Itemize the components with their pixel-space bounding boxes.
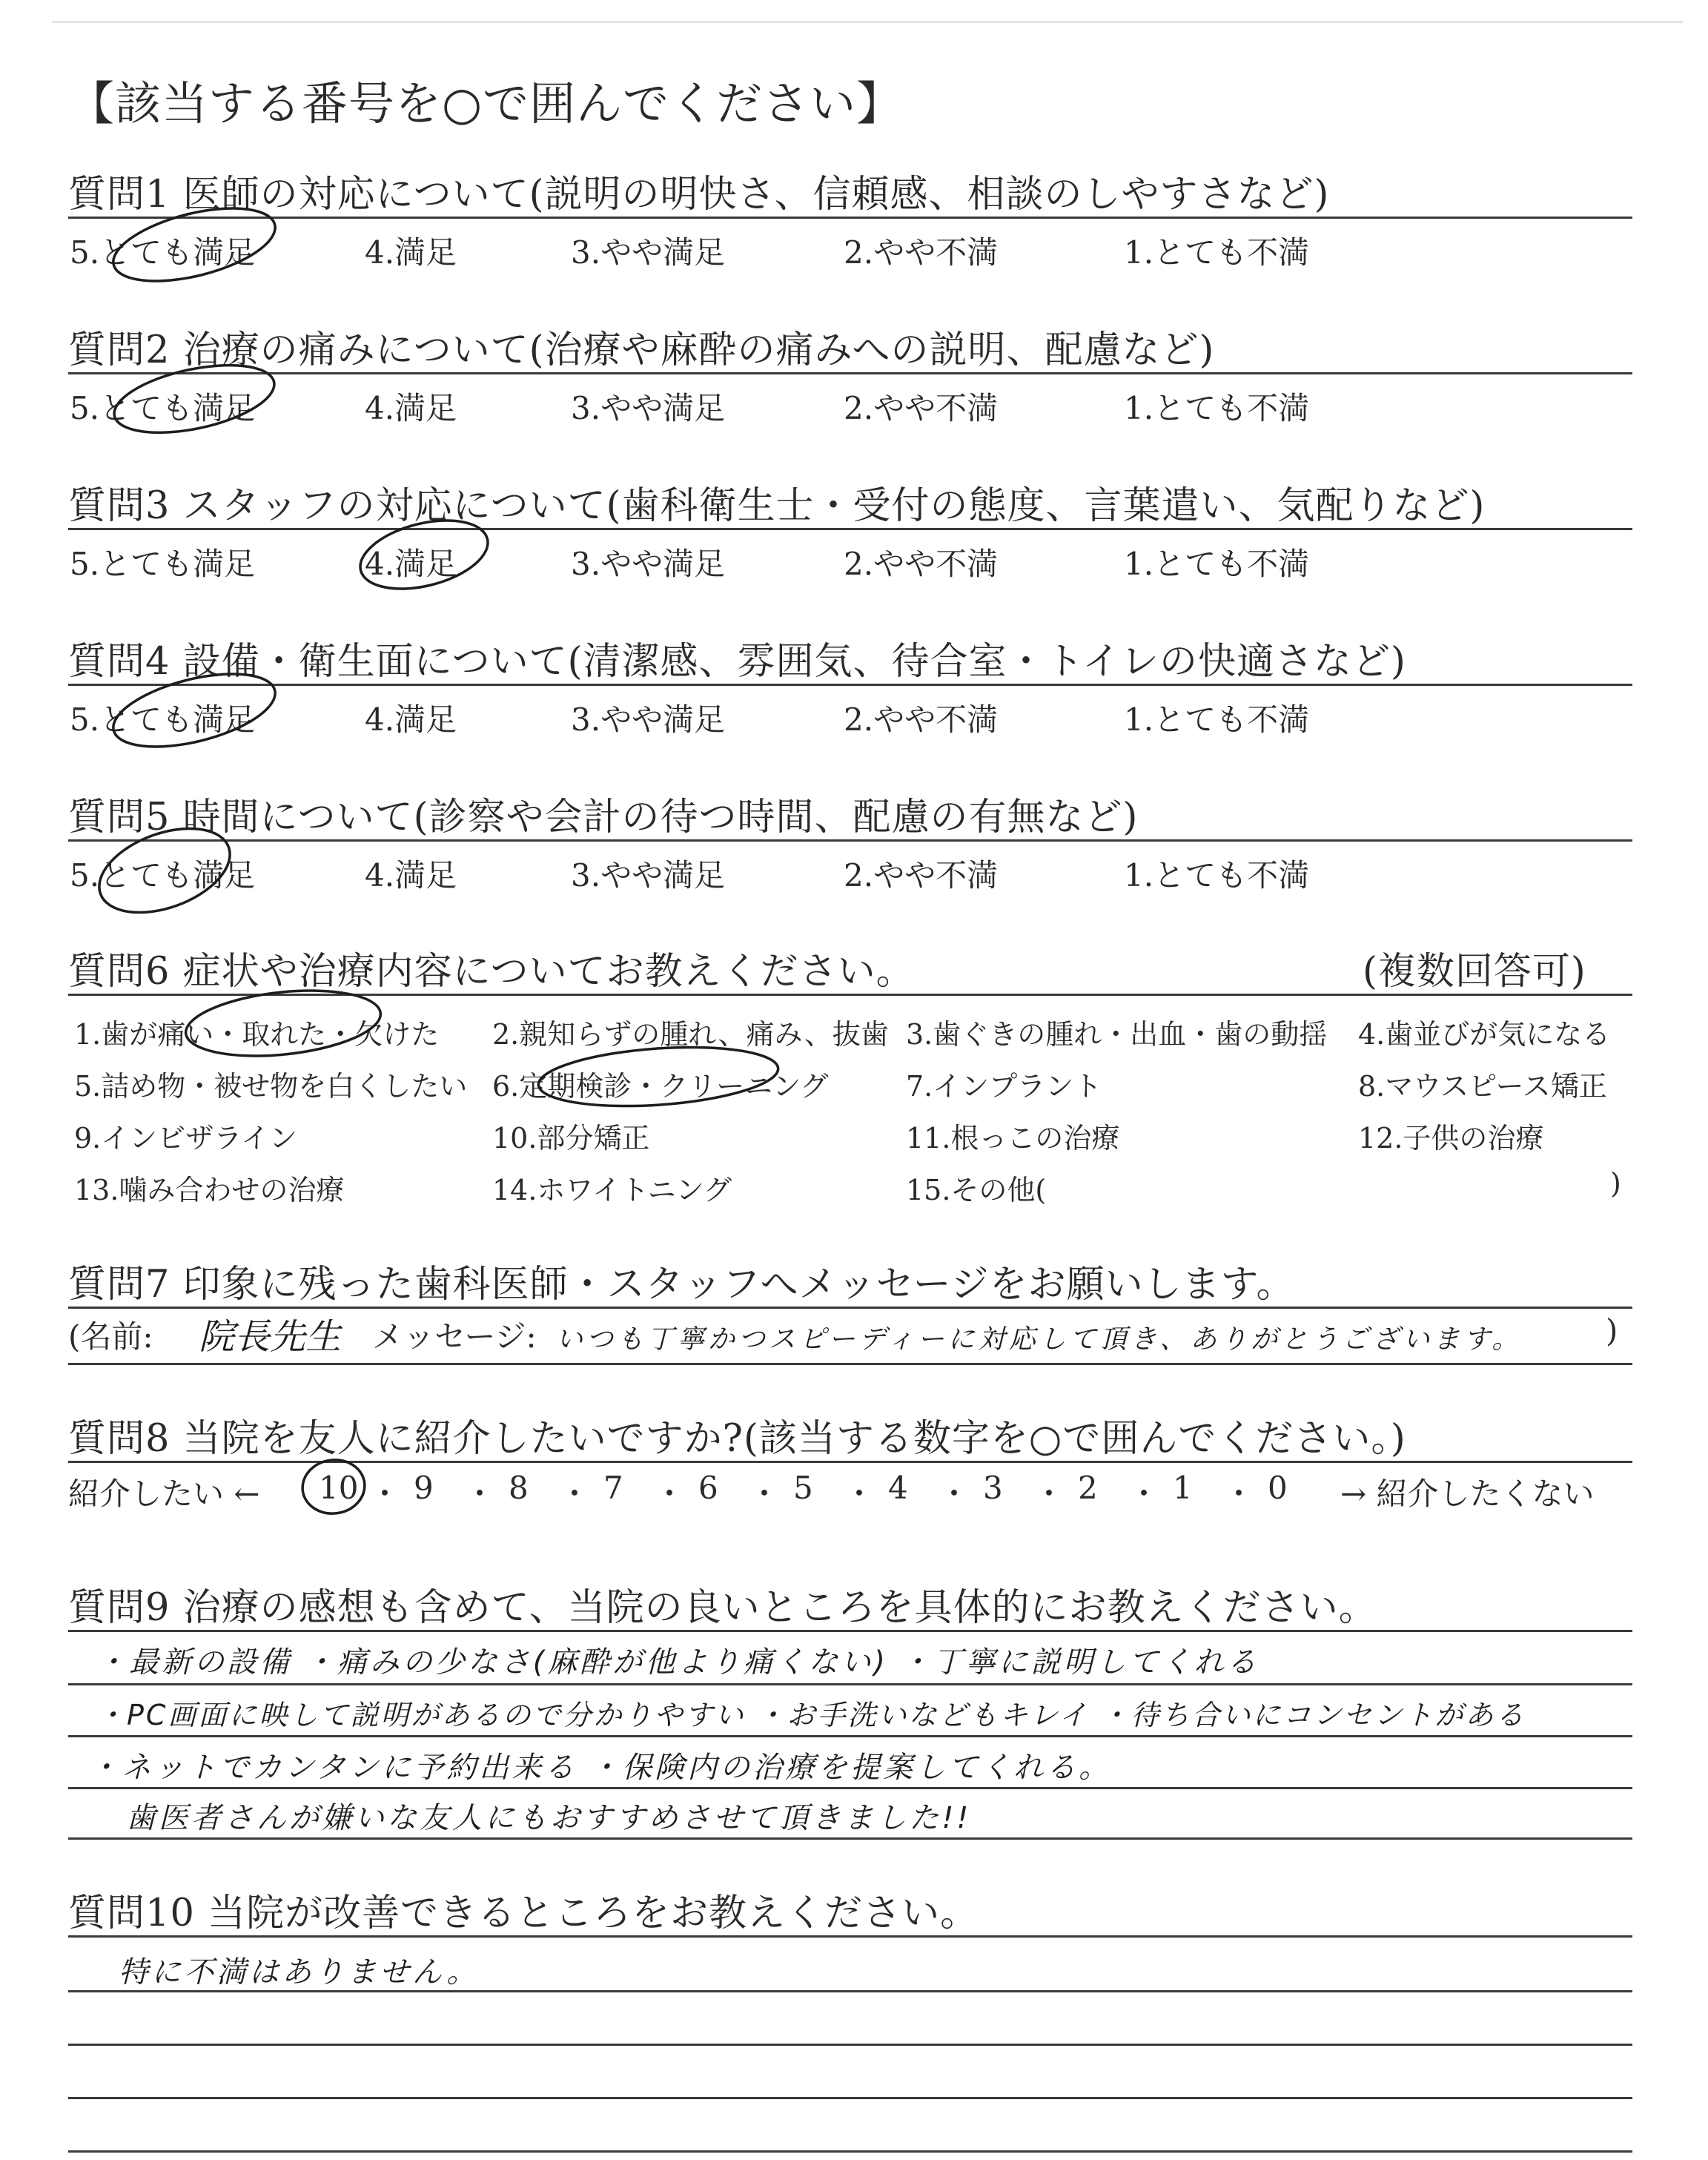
q5-option-5[interactable]: 5.とても満足 xyxy=(70,857,256,894)
q9-line-rule-1 xyxy=(68,1683,1632,1685)
question-10-text: 質問10 当院が改善できるところをお教えください。 xyxy=(68,1892,979,1935)
q10-line-rule-3 xyxy=(68,2097,1632,2099)
q9-answer-line-1[interactable]: ・最新の設備 ・痛みの少なさ(麻酔が他より痛くない) ・丁寧に説明してくれる xyxy=(96,1645,1260,1680)
q8-scale-separator: ・ xyxy=(844,1476,875,1512)
q4-option-4[interactable]: 4.満足 xyxy=(365,701,457,738)
question-3-text: 質問3 スタッフの対応について(歯科衛生士・受付の態度、言葉遣い、気配りなど) xyxy=(68,484,1486,528)
q1-option-1[interactable]: 1.とても不満 xyxy=(1124,234,1310,271)
q4-option-3[interactable]: 3.やや満足 xyxy=(571,701,726,738)
q9-line-rule-2 xyxy=(68,1735,1632,1737)
q8-right-label: → 紹介したくない xyxy=(1340,1476,1595,1512)
q10-line-rule-4 xyxy=(68,2150,1632,2153)
q8-scale-separator: ・ xyxy=(939,1476,970,1512)
top-edge-line xyxy=(52,21,1683,23)
q6-item-5[interactable]: 5.詰め物・被せ物を白くしたい xyxy=(74,1070,468,1103)
q7-name-value[interactable]: 院長先生 xyxy=(199,1316,342,1358)
q6-item-2[interactable]: 2.親知らずの腫れ、痛み、抜歯 xyxy=(492,1018,889,1051)
q2-option-5[interactable]: 5.とても満足 xyxy=(70,390,256,426)
q1-option-4[interactable]: 4.満足 xyxy=(365,234,457,271)
q9-answer-line-4[interactable]: 歯医者さんが嫌いな友人にもおすすめさせて頂きました!! xyxy=(126,1801,972,1835)
q6-item-11[interactable]: 11.根っこの治療 xyxy=(906,1122,1120,1155)
q8-scale-1[interactable]: 1 xyxy=(1173,1470,1193,1506)
q6-item-6[interactable]: 6.定期検診・クリーニング xyxy=(492,1070,829,1103)
q6-item-9[interactable]: 9.インビザライン xyxy=(74,1122,298,1155)
q8-scale-10[interactable]: 10 xyxy=(319,1470,359,1506)
q6-item-8[interactable]: 8.マウスピース矯正 xyxy=(1358,1070,1607,1103)
q8-scale-separator: ・ xyxy=(654,1476,686,1512)
q6-item-15[interactable]: 15.その他( xyxy=(906,1174,1047,1206)
question-10-rule xyxy=(68,1935,1632,1938)
q5-option-2[interactable]: 2.やや不満 xyxy=(844,857,999,894)
q7-close-paren: ) xyxy=(1606,1312,1618,1349)
page-title: 【該当する番号を○で囲んでください】 xyxy=(68,76,904,131)
q8-scale-separator: ・ xyxy=(1033,1476,1065,1512)
q8-scale-separator: ・ xyxy=(559,1476,591,1512)
q8-scale-9[interactable]: 9 xyxy=(414,1470,434,1506)
question-5-text: 質問5 時間について(診察や会計の待つ時間、配慮の有無など) xyxy=(68,796,1139,839)
q6-item-13[interactable]: 13.噛み合わせの治療 xyxy=(74,1174,345,1206)
q10-line-rule-1 xyxy=(68,1990,1632,1992)
q3-option-5[interactable]: 5.とても満足 xyxy=(70,546,256,582)
q10-answer-line-1[interactable]: 特に不満はありません。 xyxy=(119,1955,480,1989)
q2-option-4[interactable]: 4.満足 xyxy=(365,390,457,426)
q6-item-7[interactable]: 7.インプラント xyxy=(906,1070,1102,1103)
q8-scale-3[interactable]: 3 xyxy=(983,1470,1003,1506)
question-7-answer-rule xyxy=(68,1363,1632,1365)
q6-item-14[interactable]: 14.ホワイトニング xyxy=(492,1174,732,1206)
q8-scale-4[interactable]: 4 xyxy=(888,1470,908,1506)
q6-item-1[interactable]: 1.歯が痛い・取れた・欠けた xyxy=(74,1018,440,1051)
question-1-text: 質問1 医師の対応について(説明の明快さ、信頼感、相談のしやすさなど) xyxy=(68,173,1330,217)
q4-option-5[interactable]: 5.とても満足 xyxy=(70,701,256,738)
q5-option-3[interactable]: 3.やや満足 xyxy=(571,857,726,894)
q7-message-label: メッセージ: xyxy=(372,1318,537,1355)
q8-scale-separator: ・ xyxy=(749,1476,781,1512)
q9-line-rule-4 xyxy=(68,1837,1632,1840)
q6-item-15-close: ) xyxy=(1610,1167,1621,1200)
question-2-rule xyxy=(68,372,1632,374)
q6-item-4[interactable]: 4.歯並びが気になる xyxy=(1358,1018,1611,1051)
q7-name-label: (名前: xyxy=(68,1318,153,1355)
q2-option-3[interactable]: 3.やや満足 xyxy=(571,390,726,426)
q1-option-3[interactable]: 3.やや満足 xyxy=(571,234,726,271)
question-9-text: 質問9 治療の感想も含めて、当院の良いところを具体的にお教えください。 xyxy=(68,1586,1377,1630)
q8-scale-separator: ・ xyxy=(464,1476,496,1512)
question-2-text: 質問2 治療の痛みについて(治療や麻酔の痛みへの説明、配慮など) xyxy=(68,328,1215,372)
q8-left-label: 紹介したい ← xyxy=(68,1476,260,1512)
question-4-rule xyxy=(68,684,1632,686)
q10-line-rule-2 xyxy=(68,2044,1632,2046)
question-6-note: (複数回答可) xyxy=(1363,950,1586,994)
q8-scale-6[interactable]: 6 xyxy=(698,1470,718,1506)
q8-scale-separator: ・ xyxy=(1128,1476,1160,1512)
q4-option-2[interactable]: 2.やや不満 xyxy=(844,701,999,738)
q3-option-1[interactable]: 1.とても不満 xyxy=(1124,546,1310,582)
q8-scale-7[interactable]: 7 xyxy=(603,1470,623,1506)
q7-message-value[interactable]: いつも丁寧かつスピーディーに対応して頂き、ありがとうございます。 xyxy=(556,1324,1523,1355)
q8-scale-0[interactable]: 0 xyxy=(1268,1470,1288,1506)
q8-scale-5[interactable]: 5 xyxy=(793,1470,813,1506)
q5-option-4[interactable]: 4.満足 xyxy=(365,857,457,894)
question-4-text: 質問4 設備・衛生面について(清潔感、雰囲気、待合室・トイレの快適さなど) xyxy=(68,640,1406,684)
q9-line-rule-3 xyxy=(68,1787,1632,1789)
question-9-rule xyxy=(68,1630,1632,1632)
question-1-rule xyxy=(68,217,1632,219)
question-5-rule xyxy=(68,839,1632,842)
question-3-rule xyxy=(68,528,1632,530)
q8-scale-2[interactable]: 2 xyxy=(1078,1470,1098,1506)
question-6-rule xyxy=(68,994,1632,996)
q6-item-12[interactable]: 12.子供の治療 xyxy=(1358,1122,1544,1155)
q2-option-2[interactable]: 2.やや不満 xyxy=(844,390,999,426)
q8-scale-separator: ・ xyxy=(369,1476,401,1512)
q1-option-5[interactable]: 5.とても満足 xyxy=(70,234,256,271)
q2-option-1[interactable]: 1.とても不満 xyxy=(1124,390,1310,426)
q9-answer-line-2[interactable]: ・PC画面に映して説明があるので分かりやすい ・お手洗いなどもキレイ ・待ち合いにコンセントがある xyxy=(96,1699,1526,1731)
question-7-text: 質問7 印象に残った歯科医師・スタッフへメッセージをお願いします。 xyxy=(68,1263,1295,1307)
q8-scale-8[interactable]: 8 xyxy=(509,1470,529,1506)
q5-option-1[interactable]: 1.とても不満 xyxy=(1124,857,1310,894)
q9-answer-line-3[interactable]: ・ネットでカンタンに予約出来る ・保険内の治療を提案してくれる。 xyxy=(89,1751,1112,1785)
q1-option-2[interactable]: 2.やや不満 xyxy=(844,234,999,271)
question-6-text: 質問6 症状や治療内容についてお教えください。 xyxy=(68,950,915,994)
question-8-rule xyxy=(68,1461,1632,1463)
q3-option-3[interactable]: 3.やや満足 xyxy=(571,546,726,582)
q3-option-2[interactable]: 2.やや不満 xyxy=(844,546,999,582)
q4-option-1[interactable]: 1.とても不満 xyxy=(1124,701,1310,738)
q8-scale-separator: ・ xyxy=(1223,1476,1255,1512)
q3-option-4[interactable]: 4.満足 xyxy=(365,546,457,582)
q6-item-3[interactable]: 3.歯ぐきの腫れ・出血・歯の動揺 xyxy=(906,1018,1328,1051)
question-8-text: 質問8 当院を友人に紹介したいですか?(該当する数字を○で囲んでください。) xyxy=(68,1417,1406,1461)
q6-item-10[interactable]: 10.部分矯正 xyxy=(492,1122,650,1155)
